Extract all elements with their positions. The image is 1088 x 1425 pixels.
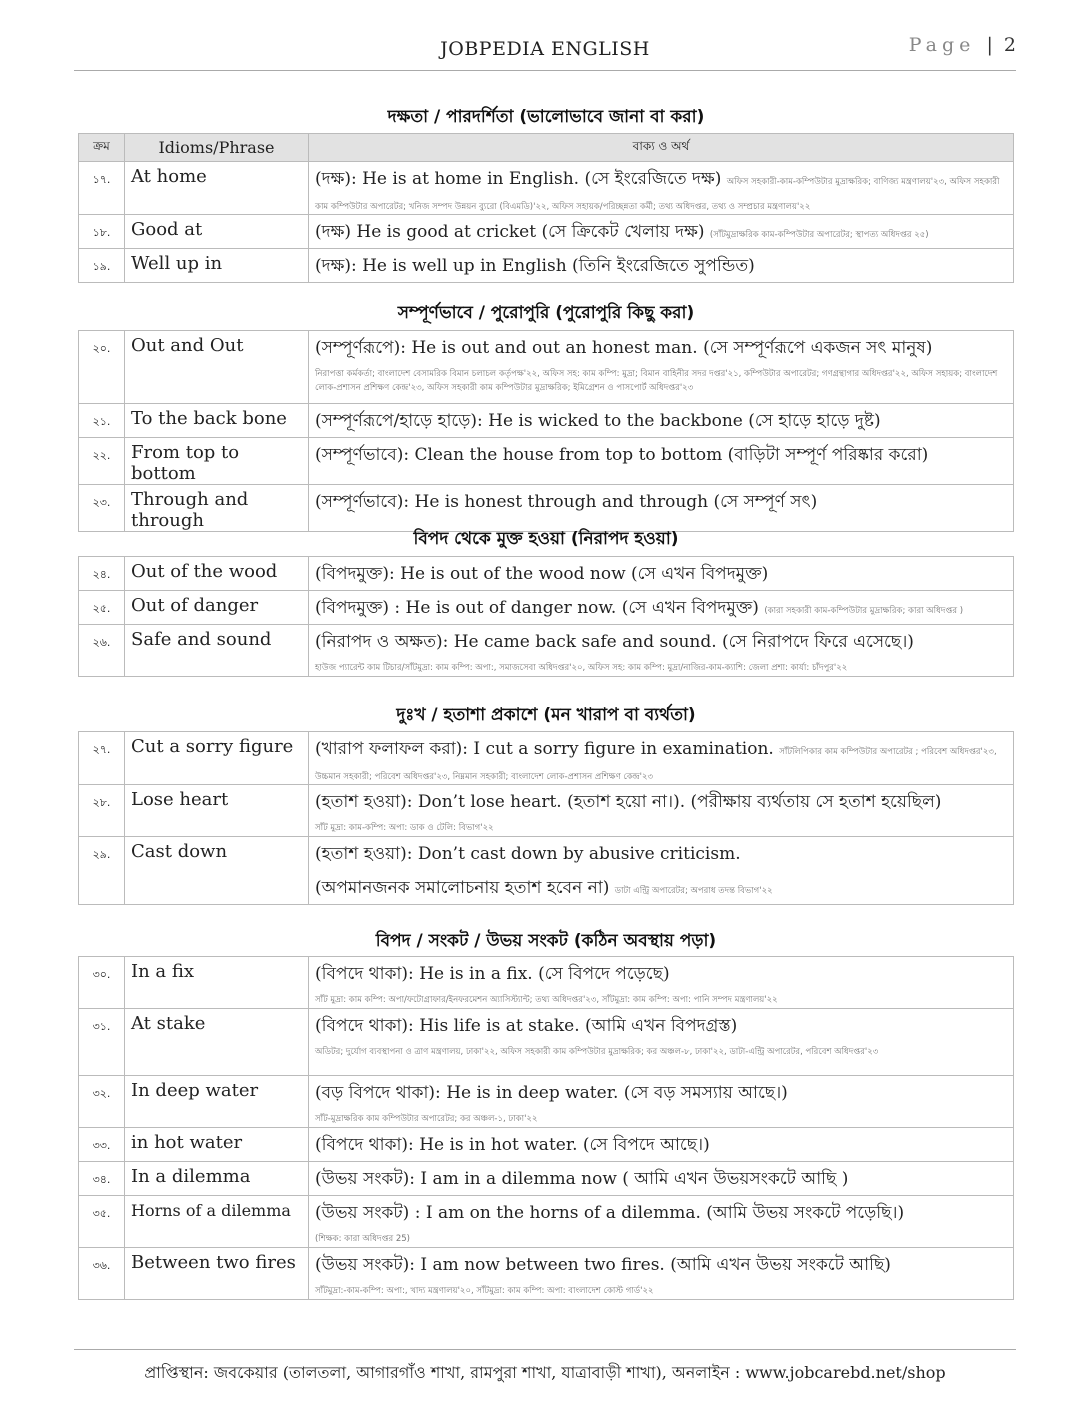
source-note: সাঁট মুদ্রা: কাম কম্পি: অপা/ফটোগ্রাফার/ইনফরমেশন অ্যাসিস্ট্যান্ট; তথ্য অধিদপ্তর'২৩, সাঁটমুদ্রা: কাম কম্পি: অপা: পানি সম্পদ মন্ত্রণালয়'২২ — [315, 995, 778, 1005]
section-title-sad: দুঃখ / হতাশা প্রকাশে (মন খারাপ বা ব্যর্থতা) — [396, 705, 696, 725]
footer-text: প্রাপ্তিস্থান: জবকেয়ার (তালতলা, আগারগাঁও শাখা, রামপুরা শাখা, যাত্রাবাড়ী শাখা), অনলাইন : www.jobcarebd.net/shop — [144, 1363, 946, 1382]
table-row — [79, 625, 1014, 677]
table-row — [79, 485, 1014, 532]
col-idiom: Idioms/Phrase — [125, 134, 309, 162]
idiom: Lose heart — [125, 785, 309, 837]
example-cell — [309, 438, 1014, 485]
section-title-completely: সম্পূর্ণভাবে / পুরোপুরি (পুরোপুরি কিছু করা) — [397, 303, 695, 323]
source-note: অফিস সহকারী-কাম-কম্পিউটার মুদ্রাক্ষরিক; বাণিজ্য মন্ত্রণালয়'২৩, অফিস সহকারী কাম কম্পিউটার অপারেটর; খনিজ সম্পদ উন্নয়ন ব্যুরো (বিএমডি)'২২, অফিস সহায়ক/পরিচ্ছন্নতা কর্মী; তথ্য অধিদপ্তর, তথ্য ও সম্প্রচার মন্ত্রণালয়'২২ — [315, 177, 1000, 212]
section-title-danger: বিপদ / সংকট / উভয় সংকট (কঠিন অবস্থায় পড়া) — [375, 931, 717, 951]
row-number: ৩০. — [79, 957, 125, 1009]
table-row — [79, 557, 1014, 591]
example-cell — [309, 732, 1014, 785]
table-row — [79, 1248, 1014, 1300]
table-row — [79, 404, 1014, 438]
row-number: ১৭. — [79, 162, 125, 215]
row-number: ৩২. — [79, 1076, 125, 1128]
page-footer — [74, 1349, 1016, 1387]
table-row — [79, 1009, 1014, 1076]
example-cell — [309, 485, 1014, 532]
example-cell — [309, 957, 1014, 1009]
header-title: JOBPEDIA ENGLISH — [440, 38, 650, 60]
row-number: ২৪. — [79, 557, 125, 591]
example: (উভয় সংকট) : I am on the horns of a dilemma. (আমি উভয় সংকটে পড়েছি।) — [315, 1203, 905, 1223]
table-row — [79, 162, 1014, 215]
section-title-safe: বিপদ থেকে মুক্ত হওয়া (নিরাপদ হওয়া) — [413, 529, 679, 549]
example-cell — [309, 1009, 1014, 1076]
idiom-table-danger — [78, 956, 1014, 1300]
example: (উভয় সংকট): I am now between two fires. (আমি এখন উভয় সংকটে আছি) — [315, 1255, 891, 1275]
row-number: ২৫. — [79, 591, 125, 625]
source-note: (সাঁটমুদ্রাক্ষরিক কাম-কম্পিউটার অপারেটর; স্থাপত্য অধিদপ্তর ২৫) — [709, 230, 929, 240]
row-number: ২২. — [79, 438, 125, 485]
example-cell — [309, 785, 1014, 837]
idiom: Cut a sorry figure — [125, 732, 309, 785]
example-cell — [309, 1196, 1014, 1248]
example-cell — [309, 557, 1014, 591]
table-row — [79, 591, 1014, 625]
row-number: ৩৩. — [79, 1128, 125, 1162]
source-note: হাউজ প্যারেন্ট কাম টিচার/সাঁটমুদ্রা: কাম কম্পি: অপা:, সমাজসেবা অধিদপ্তর'২০, অফিস সহ: কাম কম্পি: মুদ্রা/নাজির-কাম-ক্যাশি: জেলা প্রশা: কার্যা: চাঁদপুর'২২ — [315, 663, 848, 673]
idiom: Horns of a dilemma — [125, 1196, 309, 1248]
table-row — [79, 331, 1014, 404]
row-number: ২১. — [79, 404, 125, 438]
idiom: Cast down — [125, 837, 309, 905]
row-number: ২৮. — [79, 785, 125, 837]
example: (হতাশ হওয়া): Don’t lose heart. (হতাশ হয়ো না।). (পরীক্ষায় ব্যর্থতায় সে হতাশ হয়েছিল) — [315, 792, 942, 812]
example-cell — [309, 837, 1014, 905]
example: (বিপদমুক্ত) : He is out of danger now. (সে এখন বিপদমুক্ত) — [315, 598, 759, 618]
example: (বড় বিপদে থাকা): He is in deep water. (সে বড় সমস্যায় আছে।) — [315, 1083, 788, 1103]
idiom: in hot water — [125, 1128, 309, 1162]
idiom: Between two fires — [125, 1248, 309, 1300]
example: (সম্পূর্ণরূপে/হাড়ে হাড়ে): He is wicked to the backbone (সে হাড়ে হাড়ে দুষ্ট) — [315, 411, 881, 431]
idiom: Out of the wood — [125, 557, 309, 591]
example-cell — [309, 249, 1014, 283]
row-number: ১৯. — [79, 249, 125, 283]
source-note: সাঁট-মুদ্রাক্ষরিক কাম কম্পিউটার অপারেটর; কর অঞ্চল-১, ঢাকা'২২ — [315, 1114, 538, 1124]
idiom: Well up in — [125, 249, 309, 283]
idiom: At home — [125, 162, 309, 215]
example-cell — [309, 331, 1014, 404]
example-cell — [309, 162, 1014, 215]
example-cell — [309, 1076, 1014, 1128]
page-number: 2 — [1003, 34, 1016, 56]
col-meaning: বাক্য ও অর্থ — [309, 134, 1014, 162]
section-title-skill: দক্ষতা / পারদর্শিতা (ভালোভাবে জানা বা করা) — [387, 107, 705, 127]
table-row — [79, 1196, 1014, 1248]
page-header — [74, 30, 1016, 71]
example: (বিপদে থাকা): He is in hot water. (সে বিপদে আছে।) — [315, 1135, 710, 1155]
source-note: সাঁটমুদ্রা:-কাম-কম্পি: অপা:, খাদ্য মন্ত্রণালয়'২০, সাঁটমুদ্রা: কাম কম্পি: অপা: বাংলাদেশ কোস্ট গার্ড'২২ — [315, 1286, 654, 1296]
source-note: ডাটা এন্ট্রি অপারেটর; অপরাধ তদন্ত বিভাগ'২২ — [614, 886, 773, 896]
page-label: Page — [908, 34, 976, 56]
idiom: Out and Out — [125, 331, 309, 404]
table-row — [79, 1162, 1014, 1196]
idiom: At stake — [125, 1009, 309, 1076]
idiom: In deep water — [125, 1076, 309, 1128]
idiom: From top to bottom — [125, 438, 309, 485]
idiom: Safe and sound — [125, 625, 309, 677]
table-row — [79, 215, 1014, 249]
example: (সম্পূর্ণরূপে): He is out and out an honest man. (সে সম্পূর্ণরূপে একজন সৎ মানুষ) — [315, 338, 933, 358]
idiom: Out of danger — [125, 591, 309, 625]
example: (বিপদমুক্ত): He is out of the wood now (সে এখন বিপদমুক্ত) — [315, 564, 769, 584]
example: (বিপদে থাকা): He is in a fix. (সে বিপদে পড়েছে) — [315, 964, 670, 984]
row-number: ২৩. — [79, 485, 125, 532]
row-number: ৩৬. — [79, 1248, 125, 1300]
idiom-table-completely — [78, 330, 1014, 532]
table-row — [79, 732, 1014, 785]
table-row — [79, 837, 1014, 905]
table-header — [79, 134, 1014, 162]
idiom: In a dilemma — [125, 1162, 309, 1196]
example: (বিপদে থাকা): His life is at stake. (আমি এখন বিপদগ্রস্ত) — [315, 1016, 738, 1036]
row-number: ২৬. — [79, 625, 125, 677]
idiom: In a fix — [125, 957, 309, 1009]
idiom: Good at — [125, 215, 309, 249]
row-number: ২৯. — [79, 837, 125, 905]
example-cell — [309, 404, 1014, 438]
source-note: নিরাপত্তা কর্মকর্তা; বাংলাদেশ বেসামরিক বিমান চলাচল কর্তৃপক্ষ'২২, অফিস সহ: কাম কম্পি: মুদ্রা; বিমান বাহিনীর সদর দপ্তর'২১, কম্পিউটার অপারেটর; গণগ্রন্থাগার অধিদপ্তর'২২, অফিস সহায়ক; বাংলাদেশ লোক-প্রশাসন প্রশিক্ষণ কেন্দ্র'২৩, অফিস সহকারী কাম কম্পিউটার মুদ্রাক্ষরিক; ইমিগ্রেশন ও পাসপোর্ট অধিদপ্তর'২৩ — [315, 369, 998, 393]
row-number: ১৮. — [79, 215, 125, 249]
source-note: (শিক্ষক: কারা অধিদপ্তর 25) — [315, 1234, 410, 1244]
table-row — [79, 1128, 1014, 1162]
example-cell — [309, 625, 1014, 677]
idiom-table-skill — [78, 133, 1014, 283]
table-row — [79, 438, 1014, 485]
example: (দক্ষ): He is at home in English. (সে ইংরেজিতে দক্ষ) — [315, 169, 722, 189]
table-row — [79, 249, 1014, 283]
source-note: অডিটর; দুর্যোগ ব্যবস্থাপনা ও ত্রাণ মন্ত্রণালয়, ঢাকা'২২, অফিস সহকারী কাম কম্পিউটার মুদ্রাক্ষরিক; কর অঞ্চল-৮, ঢাকা'২২, ডাটা-এন্ট্রি অপারেটর, পরিবেশ অধিদপ্তর'২৩ — [315, 1047, 879, 1057]
row-number: ২০. — [79, 331, 125, 404]
source-note: সাঁটলিপিকার কাম কম্পিউটার অপারেটর ; পরিবেশ অধিদপ্তর'২৩, উচ্চমান সহকারী; পরিবেশ অধিদপ্তর'২৩, নিম্নমান সহকারী; বাংলাদেশ লোক-প্রশাসন প্রশিক্ষণ কেন্দ্র'২৩ — [315, 747, 997, 782]
example: (সম্পূর্ণভাবে): He is honest through and through (সে সম্পূর্ণ সৎ) — [315, 492, 818, 512]
example-cell — [309, 215, 1014, 249]
idiom: To the back bone — [125, 404, 309, 438]
table-row — [79, 957, 1014, 1009]
row-number: ৩৪. — [79, 1162, 125, 1196]
example: (খারাপ ফলাফল করা): I cut a sorry figure in examination. — [315, 739, 774, 759]
example: (সম্পূর্ণভাবে): Clean the house from top to bottom (বাড়িটা সম্পূর্ণ পরিষ্কার করো) — [315, 445, 929, 465]
example: (উভয় সংকট): I am in a dilemma now ( আমি এখন উভয়সংকটে আছি ) — [315, 1169, 849, 1189]
idiom-table-safe — [78, 556, 1014, 677]
example-cell — [309, 591, 1014, 625]
row-number: ২৭. — [79, 732, 125, 785]
table-row — [79, 785, 1014, 837]
example-translation: (অপমানজনক সমালোচনায় হতাশ হবেন না) — [315, 878, 610, 898]
source-note: (কারা সহকারী কাম-কম্পিউটার মুদ্রাক্ষরিক; কারা অধিদপ্তর ) — [764, 606, 964, 616]
page-indicator: Page | 2 — [908, 34, 1016, 56]
example: (হতাশ হওয়া): Don’t cast down by abusive criticism. — [315, 844, 741, 864]
example: (দক্ষ) He is good at cricket (সে ক্রিকেট খেলায় দক্ষ) — [315, 222, 705, 242]
col-serial: ক্রম — [79, 134, 125, 162]
example: (দক্ষ): He is well up in English (তিনি ইংরেজিতে সুপন্ডিত) — [315, 256, 755, 276]
idiom-table-sad — [78, 731, 1014, 905]
example: (নিরাপদ ও অক্ষত): He came back safe and sound. (সে নিরাপদে ফিরে এসেছে।) — [315, 632, 914, 652]
row-number: ৩১. — [79, 1009, 125, 1076]
example-cell — [309, 1248, 1014, 1300]
example-cell — [309, 1162, 1014, 1196]
example-cell — [309, 1128, 1014, 1162]
row-number: ৩৫. — [79, 1196, 125, 1248]
idiom: Through and through — [125, 485, 309, 532]
source-note: সাঁট মুদ্রা: কাম-কম্পি: অপা: ডাক ও টেলি: বিভাগ'২২ — [315, 823, 494, 833]
table-row — [79, 1076, 1014, 1128]
